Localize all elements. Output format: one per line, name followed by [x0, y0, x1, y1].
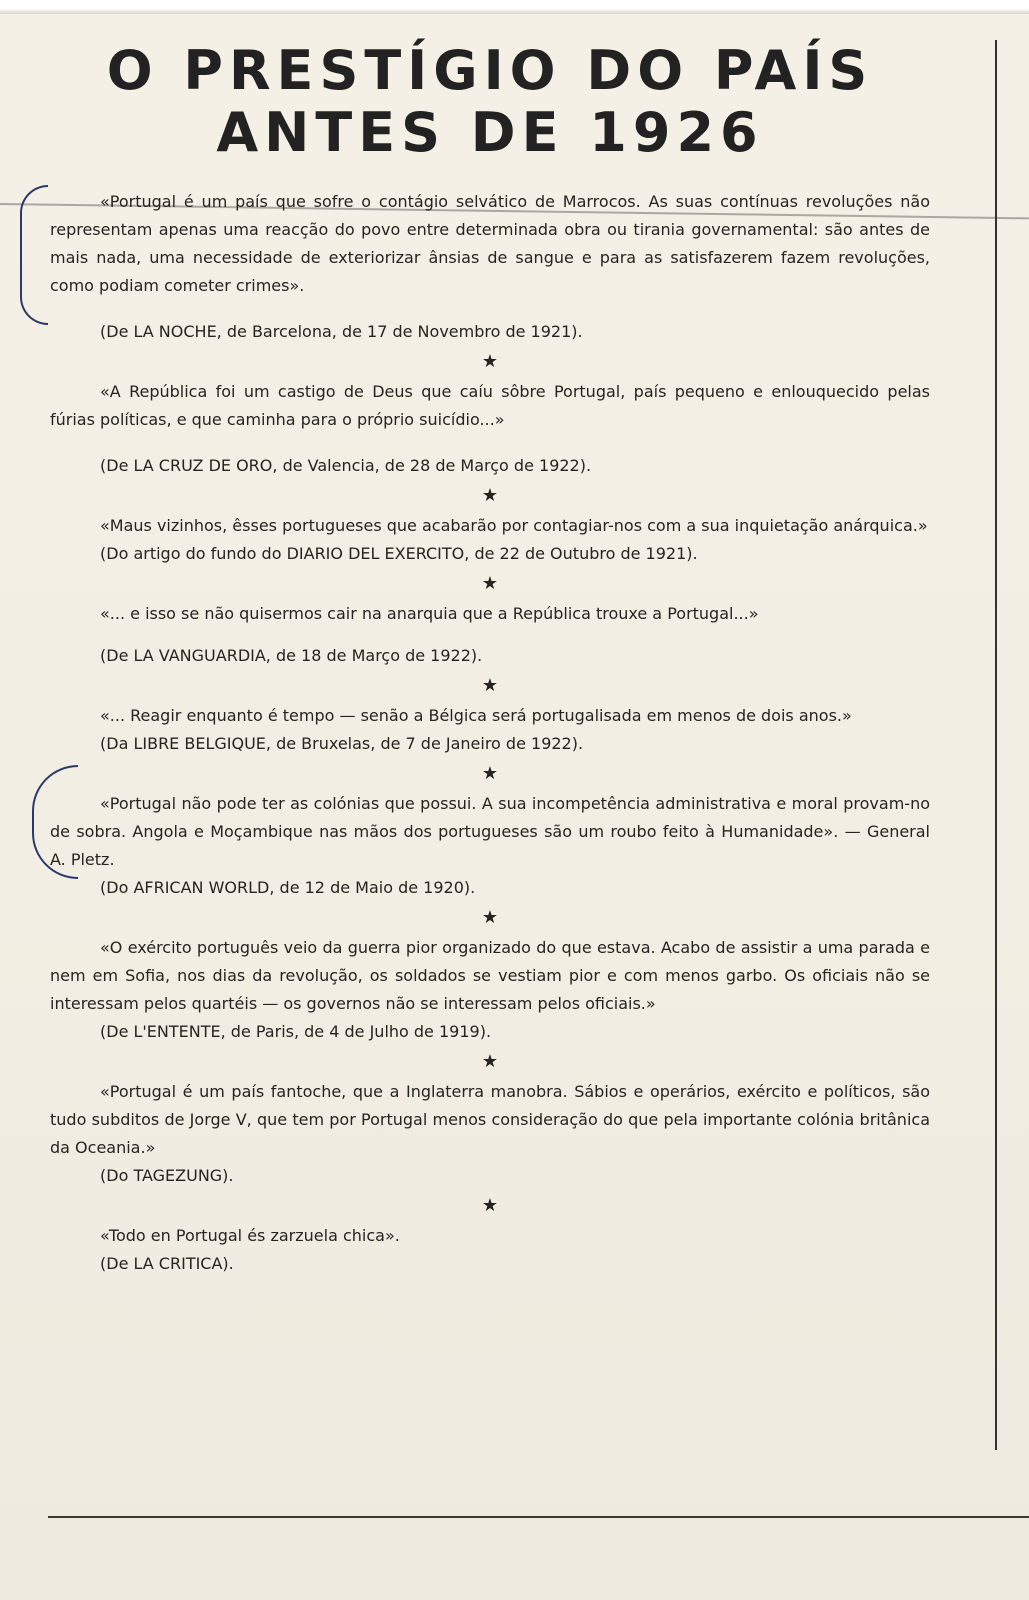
page-title: [40, 40, 940, 164]
source-citation: (Do artigo do fundo do DIARIO DEL EXERCITO, de 22 de Outubro de 1921).: [100, 544, 698, 563]
source-citation: (Do AFRICAN WORLD, de 12 de Maio de 1920).: [100, 878, 476, 897]
quote-text: «Portugal é um país que sofre o contágio selvático de Marrocos. As suas contínuas revoluções não representam apenas uma reacção do povo entre determinada obra ou tirania governamental: são antes de mais nada, uma necessidade de exteriorizar ânsias de sangue e para as satisfazerem fazem revoluções, como podiam cometer crimes».: [50, 192, 930, 295]
quote-text: «Portugal é um país fantoche, que a Inglaterra manobra. Sábios e operários, exército e políticos, são tudo subditos de Jorge V, que tem por Portugal menos consideração do que pela importante colónia britânica da Oceania.»: [50, 1082, 930, 1157]
entry: [50, 1222, 930, 1278]
source-citation: (De L'ENTENTE, de Paris, de 4 de Julho de 1919).: [100, 1022, 492, 1041]
star-icon: ★: [481, 675, 499, 696]
star-icon: ★: [481, 907, 499, 928]
title-line-1: O PRESTÍGIO DO PAÍS: [106, 39, 874, 102]
star-icon: ★: [481, 1051, 499, 1072]
entry: [50, 1078, 930, 1190]
star-icon: ★: [481, 763, 499, 784]
quote-text: «A República foi um castigo de Deus que caíu sôbre Portugal, país pequeno e enlouquecido pelas fúrias políticas, e que caminha para o próprio suicídio...»: [50, 382, 930, 429]
quote-text: «... Reagir enquanto é tempo — senão a Bélgica será portugalisada em menos de dois anos.»: [100, 706, 852, 725]
quote-text: «... e isso se não quisermos cair na anarquia que a República trouxe a Portugal...»: [100, 604, 759, 623]
bottom-rule: [48, 1516, 1029, 1518]
star-icon: ★: [481, 351, 499, 372]
star-icon: ★: [481, 485, 499, 506]
quote-text: «Maus vizinhos, êsses portugueses que acabarão por contagiar-nos com a sua inquietação anárquica.»: [100, 516, 928, 535]
quote-text: «O exército português veio da guerra pior organizado do que estava. Acabo de assistir a uma parada e nem em Sofia, nos dias da revolução, os soldados se vestiam pior e com menos garbo. Os oficiais não se interessam pelos quartéis — os governos não se interessam pelos oficiais.»: [50, 938, 930, 1013]
source-citation: (De LA VANGUARDIA, de 18 de Março de 1922).: [100, 646, 483, 665]
entry: [50, 600, 930, 670]
star-icon: ★: [481, 573, 499, 594]
entry: [50, 702, 930, 758]
source-citation: (Da LIBRE BELGIQUE, de Bruxelas, de 7 de Janeiro de 1922).: [100, 734, 584, 753]
title-line-2: ANTES DE 1926: [216, 101, 764, 164]
source-citation: (Do TAGEZUNG).: [100, 1166, 234, 1185]
entry: [50, 378, 930, 480]
paper-top-edge: [0, 0, 1029, 14]
quote-text: «Portugal não pode ter as colónias que possui. A sua incompetência administrativa e moral provam-no de sobra. Angola e Moçambique nas mãos dos portugueses são um roubo feito à Humanidade». — General A. Pletz.: [50, 794, 930, 869]
entry: [50, 934, 930, 1046]
pen-bracket-mark: [20, 185, 48, 325]
star-icon: ★: [481, 1195, 499, 1216]
source-citation: (De LA CRUZ DE ORO, de Valencia, de 28 de Março de 1922).: [100, 456, 592, 475]
article-body: [50, 188, 930, 1278]
entry: [50, 790, 930, 902]
entry: [50, 512, 930, 568]
source-citation: (De LA NOCHE, de Barcelona, de 17 de Novembro de 1921).: [100, 322, 583, 341]
entry: [50, 188, 930, 346]
source-citation: (De LA CRITICA).: [100, 1254, 234, 1273]
vertical-rule: [995, 40, 997, 1450]
quote-text: «Todo en Portugal és zarzuela chica».: [100, 1226, 400, 1245]
